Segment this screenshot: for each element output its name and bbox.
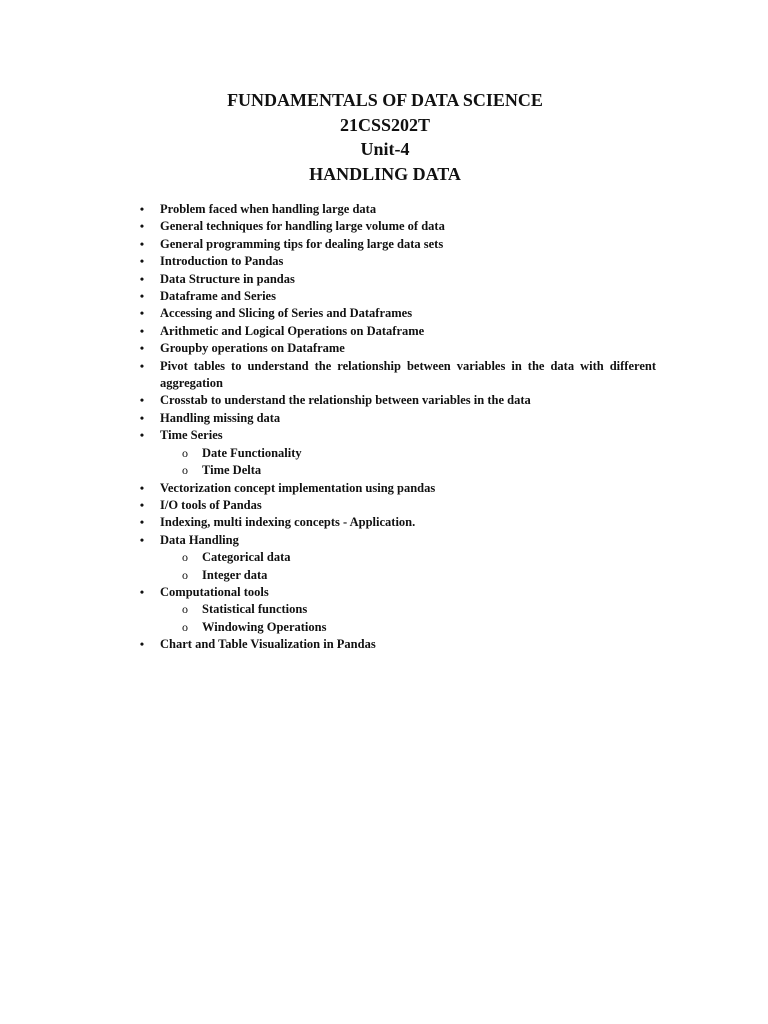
topic-item (0, 218, 768, 235)
bullet-icon: • (139, 341, 145, 356)
topic-item (0, 584, 768, 636)
subtopic-item (160, 445, 656, 462)
bullet-icon: • (139, 254, 145, 269)
subtopic-label: Date Functionality (202, 445, 302, 460)
topic-label: General techniques for handling large volume of data (160, 219, 445, 234)
bullet-icon: • (139, 515, 145, 530)
topic-label: Time Series (160, 428, 223, 443)
subtopic-item (160, 601, 656, 618)
topic-item (0, 532, 768, 584)
subtopic-label: Categorical data (202, 550, 291, 565)
topic-label: Chart and Table Visualization in Pandas (160, 637, 376, 652)
topic-label: I/O tools of Pandas (160, 497, 262, 512)
subtopic-list (160, 445, 656, 480)
topic-item (0, 305, 768, 322)
circle-bullet-icon: o (182, 619, 188, 634)
topic-item (0, 201, 768, 218)
bullet-icon: • (139, 410, 145, 425)
topic-label: Introduction to Pandas (160, 254, 284, 269)
topic-label: Indexing, multi indexing concepts - Application. (160, 515, 416, 530)
topic-item (0, 323, 768, 340)
subtopic-label: Time Delta (202, 463, 262, 478)
circle-bullet-icon: o (182, 602, 188, 617)
unit-title: HANDLING DATA (309, 163, 461, 184)
bullet-icon: • (139, 480, 145, 495)
circle-bullet-icon: o (182, 445, 188, 460)
topic-label: Problem faced when handling large data (160, 202, 377, 216)
subtopic-label: Windowing Operations (202, 619, 327, 634)
topic-item (0, 288, 768, 305)
topic-item (0, 236, 768, 253)
topic-label: Computational tools (160, 584, 269, 599)
topic-item (0, 358, 768, 393)
bullet-icon: • (139, 236, 145, 251)
bullet-icon: • (139, 271, 145, 286)
bullet-icon: • (139, 393, 145, 408)
topic-item (0, 253, 768, 270)
circle-bullet-icon: o (182, 567, 188, 582)
subtopic-item (160, 549, 656, 566)
bullet-icon: • (139, 219, 145, 234)
topic-label: Crosstab to understand the relationship between variables in the data (160, 393, 531, 408)
circle-bullet-icon: o (182, 463, 188, 478)
bullet-icon: • (139, 289, 145, 304)
bullet-icon: • (139, 323, 145, 338)
document-header (0, 88, 768, 186)
topic-label: Pivot tables to understand the relationship between variables in the data with different aggregation (160, 358, 656, 391)
bullet-icon: • (139, 497, 145, 512)
bullet-icon: • (139, 584, 145, 599)
topic-item (0, 427, 768, 479)
topic-item (0, 271, 768, 288)
unit-number: Unit-4 (360, 139, 410, 159)
topic-item (0, 340, 768, 357)
topic-item (0, 514, 768, 531)
topic-item (0, 497, 768, 514)
subtopic-item (160, 567, 656, 584)
bullet-icon: • (139, 637, 145, 652)
course-title: FUNDAMENTALS OF DATA SCIENCE (227, 90, 543, 110)
bullet-icon: • (139, 428, 145, 443)
bullet-icon: • (139, 358, 145, 373)
subtopic-label: Integer data (202, 567, 268, 582)
subtopic-item (160, 619, 656, 636)
topic-label: Groupby operations on Dataframe (160, 341, 345, 356)
topic-label: Accessing and Slicing of Series and Dataframes (160, 306, 413, 321)
topic-item (0, 392, 768, 409)
topic-label: Arithmetic and Logical Operations on Dataframe (160, 323, 425, 338)
topic-item (0, 480, 768, 497)
topic-label: General programming tips for dealing large data sets (160, 236, 444, 251)
bullet-icon: • (139, 202, 145, 216)
topic-label: Handling missing data (160, 410, 281, 425)
topic-label: Vectorization concept implementation using pandas (160, 480, 436, 495)
topic-label: Dataframe and Series (160, 289, 276, 304)
subtopic-list (160, 601, 656, 636)
circle-bullet-icon: o (182, 550, 188, 565)
topic-item (0, 410, 768, 427)
subtopic-item (160, 462, 656, 479)
topic-item (0, 636, 768, 653)
bullet-icon: • (139, 532, 145, 547)
topic-label: Data Handling (160, 532, 239, 547)
topic-label: Data Structure in pandas (160, 271, 295, 286)
course-code: 21CSS202T (339, 114, 431, 135)
subtopic-list (160, 549, 656, 584)
bullet-icon: • (139, 306, 145, 321)
topic-list (0, 201, 768, 654)
subtopic-label: Statistical functions (202, 602, 308, 617)
